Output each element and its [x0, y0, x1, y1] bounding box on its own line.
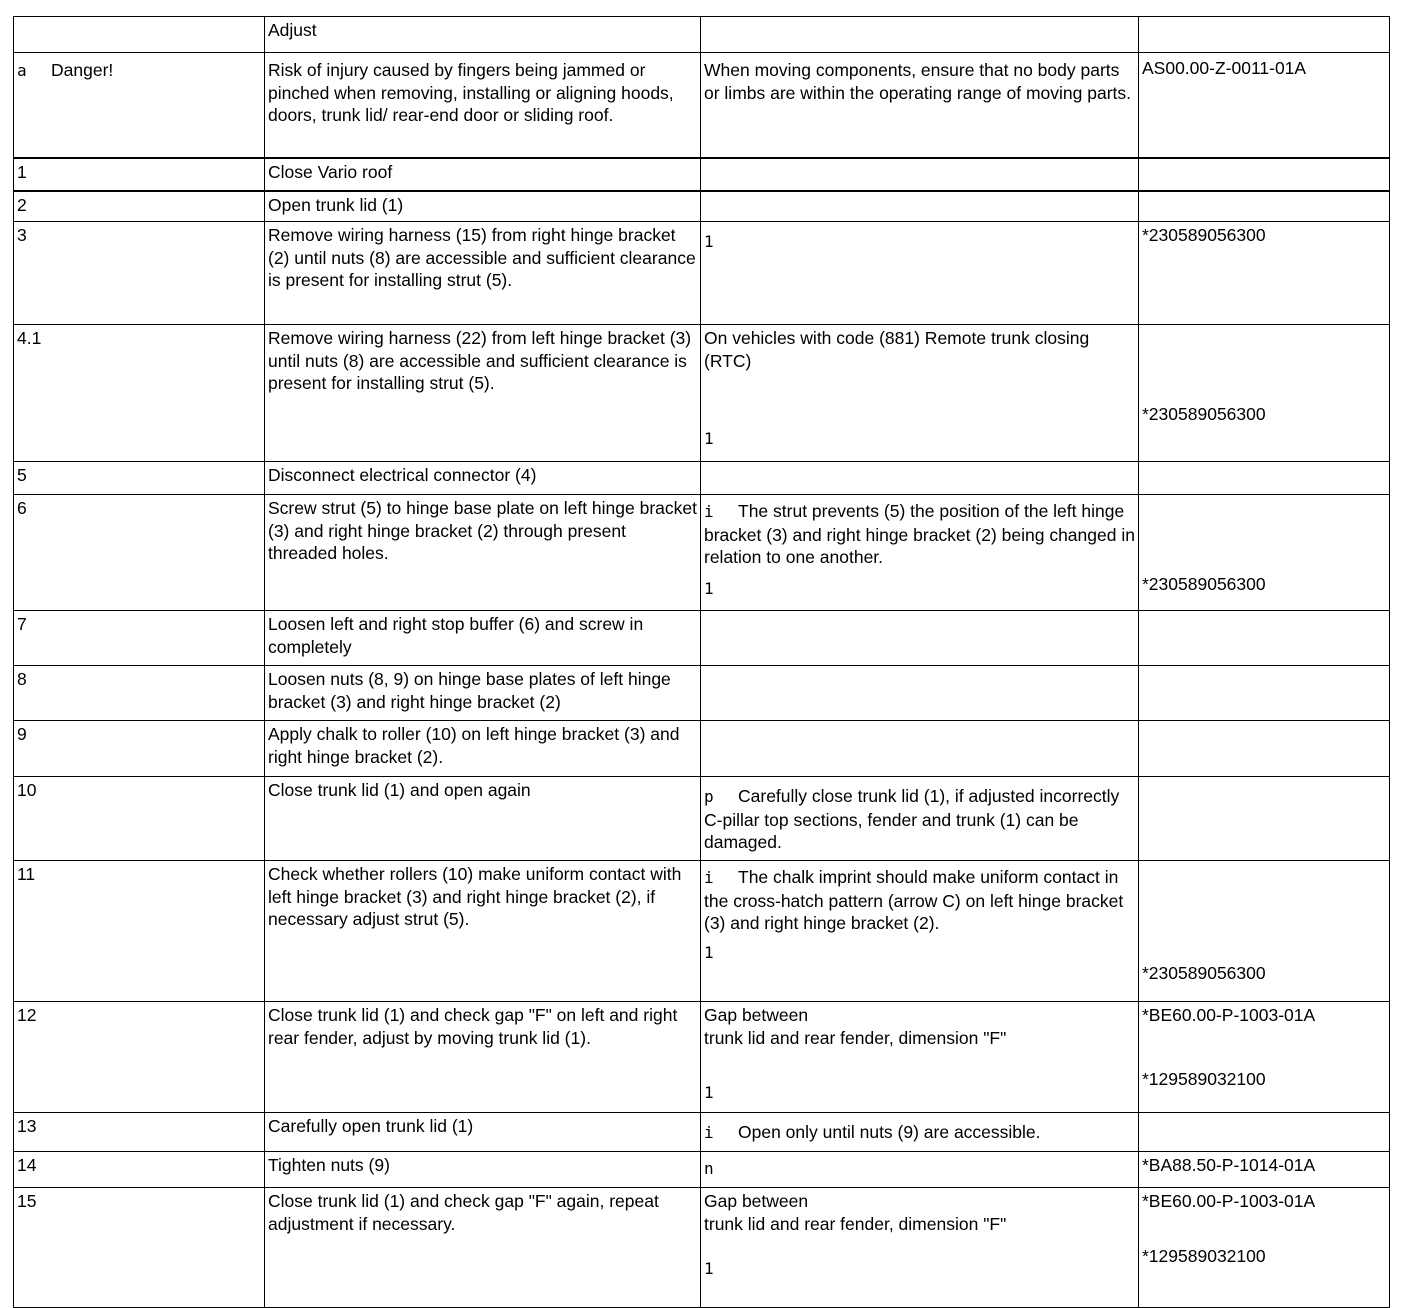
table-row [14, 1002, 1390, 1113]
info-text: Carefully close trunk lid (1), if adjusted incorrectly C-pillar top sections, fender and trunk (1) can be damaged. [704, 786, 1120, 852]
gap-description: trunk lid and rear fender, dimension "F" [704, 1027, 1007, 1048]
table-row [14, 158, 1390, 191]
step-text: Remove wiring harness (15) from right hinge bracket (2) until nuts (8) are accessible and sufficient clearance is present for installing strut (5). [265, 222, 701, 325]
cell-empty [701, 17, 1139, 53]
step-text: Carefully open trunk lid (1) [265, 1113, 701, 1152]
table-row [14, 1113, 1390, 1152]
step-number: 10 [14, 777, 265, 861]
danger-label: Danger! [51, 60, 114, 80]
table-row [14, 325, 1390, 462]
step-ref: *BE60.00-P-1003-01A [1142, 1191, 1316, 1211]
step-text: Tighten nuts (9) [265, 1152, 701, 1188]
step-ref: *129589032100 [1142, 1068, 1266, 1089]
table-row [14, 222, 1390, 325]
step-ref: *230589056300 [1139, 222, 1390, 325]
step-number: 15 [14, 1188, 265, 1308]
info-text: The strut prevents (5) the position of the left hinge bracket (3) and right hinge bracket (2) being changed in relation to one another. [704, 501, 1135, 567]
step-number: 7 [14, 611, 265, 666]
danger-row [14, 53, 1390, 158]
table-row [14, 777, 1390, 861]
info-text: Open only until nuts (9) are accessible. [738, 1122, 1041, 1142]
step-ref: *230589056300 [1142, 574, 1266, 594]
table-row [14, 721, 1390, 777]
table-row [14, 462, 1390, 495]
info-icon: i [704, 502, 714, 521]
table-row [14, 495, 1390, 611]
tool-symbol: 1 [704, 232, 714, 251]
info-icon: i [704, 868, 714, 887]
tool-symbol: 1 [704, 1259, 714, 1278]
info-icon: i [704, 1123, 714, 1142]
danger-ref: AS00.00-Z-0011-01A [1139, 53, 1390, 158]
step-ref: *129589032100 [1142, 1245, 1266, 1266]
step-ref: *BE60.00-P-1003-01A [1142, 1005, 1316, 1025]
step-text: Screw strut (5) to hinge base plate on left hinge bracket (3) and right hinge bracket (2) through present threaded holes. [265, 495, 701, 611]
table-row [14, 666, 1390, 721]
warning-icon: p [704, 787, 714, 806]
step-text: Remove wiring harness (22) from left hinge bracket (3) until nuts (8) are accessible and sufficient clearance is present for installing strut (5). [265, 325, 701, 462]
tool-symbol: 1 [704, 429, 714, 448]
danger-icon: a [17, 61, 27, 80]
step-number: 3 [14, 222, 265, 325]
step-text: Loosen nuts (8, 9) on hinge base plates of left hinge bracket (3) and right hinge bracket (2) [265, 666, 701, 721]
cell-empty [14, 17, 265, 53]
gap-description: trunk lid and rear fender, dimension "F" [704, 1213, 1007, 1234]
step-number: 5 [14, 462, 265, 495]
header-row [14, 17, 1390, 53]
step-number: 6 [14, 495, 265, 611]
danger-measure: When moving components, ensure that no body parts or limbs are within the operating range of moving parts. [701, 53, 1139, 158]
step-ref: *230589056300 [1142, 404, 1266, 424]
header-adjust: Adjust [265, 17, 701, 53]
danger-risk: Risk of injury caused by fingers being jammed or pinched when removing, installing or aligning hoods, doors, trunk lid/ rear-end door or sliding roof. [265, 53, 701, 158]
step-number: 14 [14, 1152, 265, 1188]
gap-label: Gap between [704, 1191, 809, 1211]
table-row [14, 611, 1390, 666]
step-ref: *BA88.50-P-1014-01A [1139, 1152, 1390, 1188]
tool-symbol: 1 [704, 578, 714, 598]
table-row [14, 191, 1390, 222]
step-text: Close trunk lid (1) and check gap "F" on left and right rear fender, adjust by moving trunk lid (1). [265, 1002, 701, 1113]
torque-symbol: n [704, 1159, 714, 1178]
gap-label: Gap between [704, 1005, 809, 1025]
step-number: 4.1 [14, 325, 265, 462]
step-text: Close trunk lid (1) and open again [265, 777, 701, 861]
step-text: Check whether rollers (10) make uniform contact with left hinge bracket (3) and right hinge bracket (2), if necessary adjust strut (5). [265, 861, 701, 1002]
step-number: 9 [14, 721, 265, 777]
step-number: 13 [14, 1113, 265, 1152]
step-number: 2 [14, 191, 265, 222]
step-text: Disconnect electrical connector (4) [265, 462, 701, 495]
step-text: Loosen left and right stop buffer (6) and screw in completely [265, 611, 701, 666]
step-number: 11 [14, 861, 265, 1002]
step-text: Close Vario roof [265, 158, 701, 191]
procedure-table [13, 16, 1390, 1308]
step-text: Close trunk lid (1) and check gap "F" again, repeat adjustment if necessary. [265, 1188, 701, 1308]
step-ref: *230589056300 [1142, 963, 1266, 983]
step-note: On vehicles with code (881) Remote trunk closing (RTC) [704, 328, 1090, 371]
step-text: Apply chalk to roller (10) on left hinge bracket (3) and right hinge bracket (2). [265, 721, 701, 777]
table-row [14, 861, 1390, 1002]
step-number: 1 [14, 158, 265, 191]
cell-empty [1139, 17, 1390, 53]
tool-symbol: 1 [704, 1083, 714, 1102]
step-text: Open trunk lid (1) [265, 191, 701, 222]
info-text: The chalk imprint should make uniform contact in the cross-hatch pattern (arrow C) on left hinge bracket (3) and right hinge bracket (2). [704, 867, 1124, 933]
danger-label-cell [14, 53, 265, 158]
step-number: 8 [14, 666, 265, 721]
step-number: 12 [14, 1002, 265, 1113]
table-row [14, 1152, 1390, 1188]
tool-symbol: 1 [704, 942, 714, 962]
